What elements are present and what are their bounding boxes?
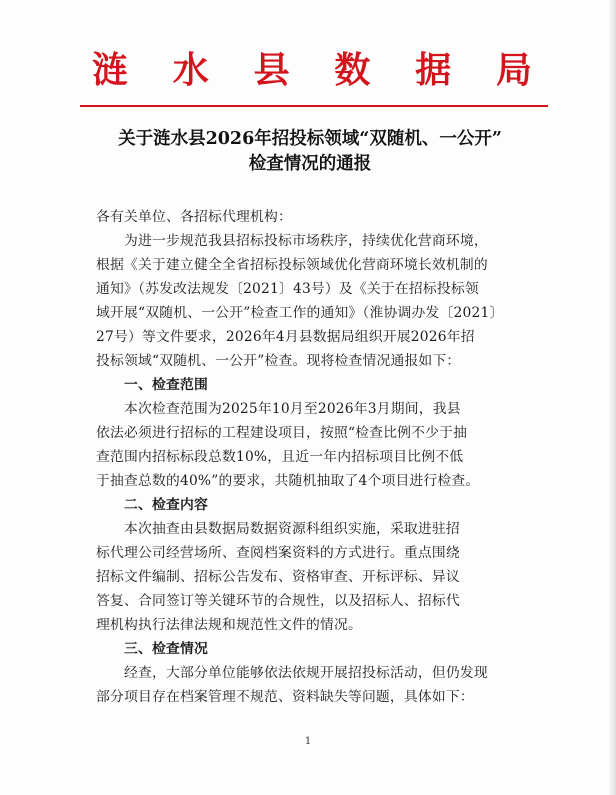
page-number: 1 xyxy=(304,736,312,747)
letterhead-char: 据 xyxy=(415,49,452,91)
body-line: 依法必须进行招标的工程建设项目，按照“检查比例不少于抽 xyxy=(96,425,468,441)
body-line: 域开展“双随机、一公开”检查工作的通知》（淮协调办发〔2021〕 xyxy=(96,305,504,321)
body-line: 本次检查范围为2025年10月至2026年3月期间，我县 xyxy=(124,401,461,417)
body-line: 通知》（苏发改法规发〔2021〕43号）及《关于在招标投标领 xyxy=(96,281,479,297)
body-line: 投标领域“双随机、一公开”检查。现将检查情况通报如下： xyxy=(96,353,461,369)
section-heading: 一、检查范围 xyxy=(124,377,208,393)
document-title-line-1: 关于涟水县2026年招投标领域“双随机、一公开” xyxy=(118,129,502,149)
letterhead-char: 局 xyxy=(495,49,532,91)
letterhead-char: 数 xyxy=(334,49,371,91)
body-line: 根据《关于建立健全全省招标投标领域优化营商环境长效机制的 xyxy=(96,257,488,273)
letterhead-char: 水 xyxy=(172,49,209,91)
body-line: 招标文件编制、招标公告发布、资格审查、开标评标、异议 xyxy=(96,569,460,585)
letterhead xyxy=(92,42,532,98)
letterhead-char: 涟 xyxy=(92,49,129,91)
body-line: 为进一步规范我县招标投标市场秩序，持续优化营商环境， xyxy=(124,233,488,249)
salutation: 各有关单位、各招标代理机构： xyxy=(96,209,292,225)
letterhead-divider xyxy=(80,105,548,107)
body-line: 经查，大部分单位能够依法依规开展招投标活动，但仍发现 xyxy=(124,665,488,681)
section-heading: 二、检查内容 xyxy=(124,497,208,513)
letterhead-char: 县 xyxy=(253,49,290,91)
body-line: 本次抽查由县数据局数据资源科组织实施，采取进驻招 xyxy=(124,521,460,537)
body-line: 查范围内招标标段总数10%，且近一年内招标项目比例不低 xyxy=(96,449,464,465)
body-line: 27号）等文件要求，2026年4月县数据局组织开展2026年招 xyxy=(96,329,475,345)
body-line: 于抽查总数的40%”的要求，共随机抽取了4个项目进行检查。 xyxy=(96,473,480,489)
body-line: 标代理公司经营场所、查阅档案资料的方式进行。重点围绕 xyxy=(96,545,460,561)
body-line: 答复、合同签订等关键环节的合规性，以及招标人、招标代 xyxy=(96,593,460,609)
page-edge-shadow xyxy=(608,0,616,795)
section-heading: 三、检查情况 xyxy=(124,641,208,657)
body-line: 部分项目存在档案管理不规范、资料缺失等问题，具体如下： xyxy=(96,689,474,705)
document-title-line-2: 检查情况的通报 xyxy=(248,154,372,174)
document-body xyxy=(96,205,528,709)
body-line: 理机构执行法律法规和规范性文件的情况。 xyxy=(96,617,362,633)
